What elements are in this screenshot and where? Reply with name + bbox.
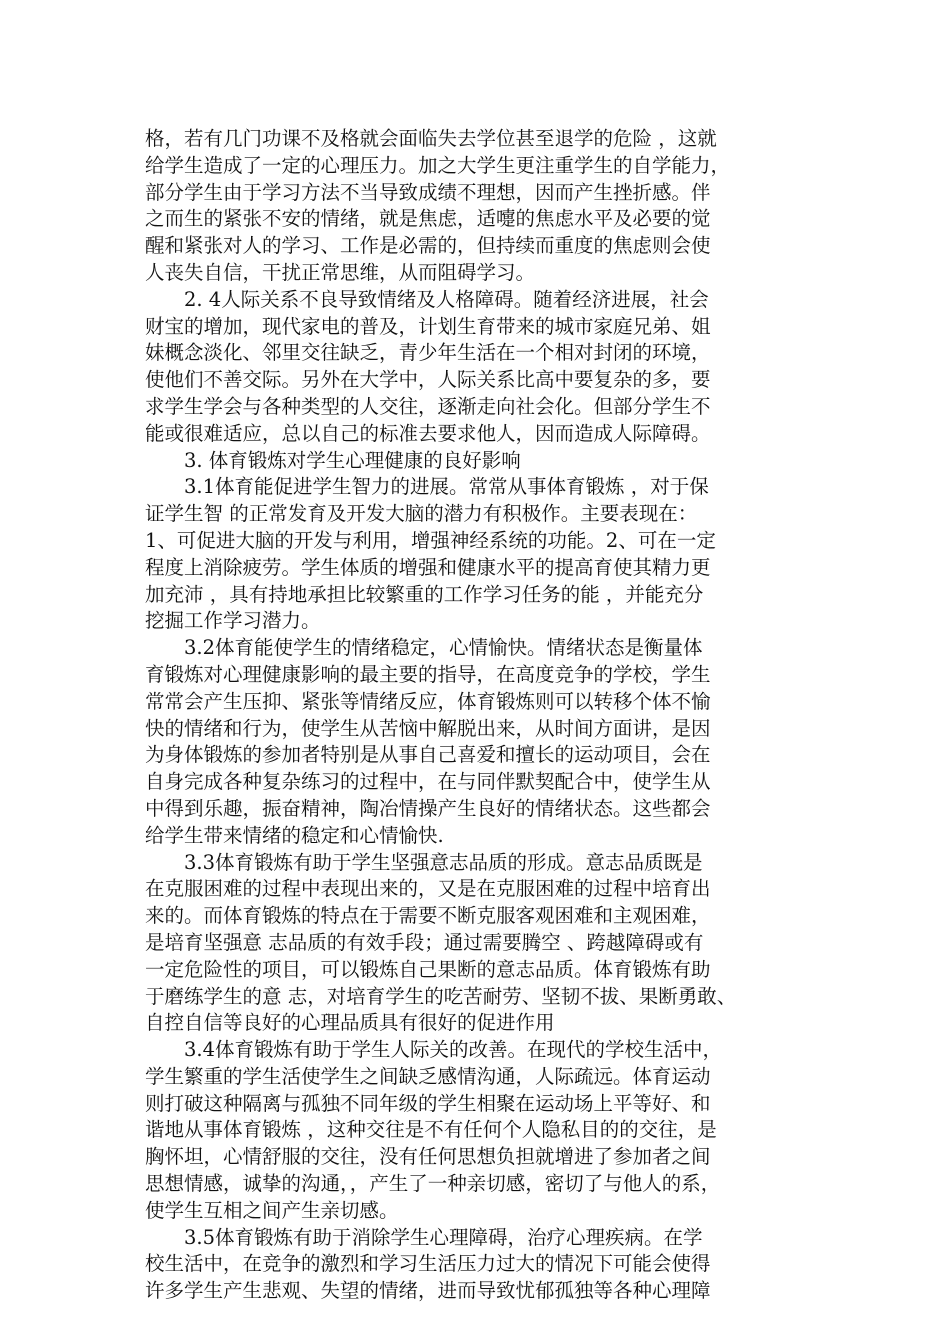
text-line: 人丧失自信，干扰正常思维，从而阻碍学习。 (145, 260, 536, 284)
text-line: 部分学生由于学习方法不当导致成绩不理想，因而产生挫折感。伴 (145, 180, 711, 204)
text-line: 给学生带来情绪的稳定和心情愉快. (145, 823, 444, 847)
text-line: 一定危险性的项目，可以锻炼自己果断的意志品质。体育锻炼有助 (145, 957, 711, 981)
text-line: 给学生造成了一定的心理压力。加之大学生更注重学生的自学能力， (145, 153, 731, 177)
text-line: 育锻炼对心理健康影响的最主要的指导，在高度竞争的学校，学生 (145, 662, 711, 686)
text-line: 自控自信等良好的心理品质具有很好的促进作用 (145, 1011, 555, 1035)
text-line: 加充沛 ，具有持地承担比较繁重的工作学习任务的能 ，并能充分 (145, 582, 704, 606)
text-line: 之而生的紧张不安的情绪，就是焦虑，适嚏的焦虑水平及必要的觉 (145, 207, 711, 231)
text-line: 证学生智 的正常发育及开发大脑的潜力有积极作。主要表现在： (145, 502, 698, 526)
text-line: 思想情感，诚挚的沟通，，产生了一种亲切感，密切了与他人的系， (145, 1172, 721, 1196)
text-line: 谐地从事体育锻炼 ，这种交往是不有任何个人隐私目的的交往，是 (145, 1118, 717, 1142)
paragraph-first-line: 2. 4人际关系不良导致情绪及人格障碍。随着经济进展，社会 (184, 287, 709, 311)
paragraph-first-line: 3.4体育锻炼有助于学生人际关的改善。在现代的学校生活中， (184, 1038, 723, 1062)
text-line: 自身完成各种复杂练习的过程中，在与同伴默契配合中，使学生从 (145, 770, 711, 794)
text-line: 财宝的增加，现代家电的普及，计划生育带来的城市家庭兄弟、姐 (145, 314, 711, 338)
text-line: 使学生互相之间产生亲切感。 (145, 1198, 399, 1222)
text-line: 醒和紧张对人的学习、工作是必需的，但持续而重度的焦虑则会使 (145, 234, 711, 258)
paragraph-first-line: 3.3体育锻炼有助于学生坚强意志品质的形成。意志品质既是 (184, 850, 703, 874)
text-line: 在克服困难的过程中表现出来的，又是在克服困难的过程中培育出 (145, 877, 711, 901)
text-line: 则打破这种隔离与孤独不同年级的学生相聚在运动场上平等好、和 (145, 1091, 711, 1115)
text-line: 求学生学会与各种类型的人交往，逐渐走向社会化。但部分学生不 (145, 394, 711, 418)
paragraph-first-line: 3.2体育能使学生的情绪稳定，心情愉快。情绪状态是衡量体 (184, 636, 703, 660)
text-line: 使他们不善交际。另外在大学中，人际关系比高中要复杂的多，要 (145, 368, 711, 392)
text-line: 妹概念淡化、邻里交往缺乏，青少年生活在一个相对封闭的环境， (145, 341, 711, 365)
text-line: 常常会产生压抑、紧张等情绪反应，体育锻炼则可以转移个体不愉 (145, 689, 711, 713)
text-line: 于磨练学生的意 志，对培育学生的吃苦耐劳、坚韧不拔、果断勇敢、 (145, 984, 737, 1008)
paragraph-first-line: 3.5体育锻炼有助于消除学生心理障碍，治疗心理疾病。在学 (184, 1225, 703, 1249)
text-line: 许多学生产生悲观、失望的情绪，进而导致忧郁孤独等各种心理障 (145, 1279, 711, 1303)
text-line: 程度上消除疲劳。学生体质的增强和健康水平的提高育使其精力更 (145, 555, 711, 579)
text-line: 1、可促进大脑的开发与利用，增强神经系统的功能。2、可在一定 (145, 528, 716, 552)
text-line: 中得到乐趣，振奋精神，陶冶情操产生良好的情绪状态。这些都会 (145, 796, 711, 820)
text-line: 来的。而体育锻炼的特点在于需要不断克服客观困难和主观困难， (145, 904, 711, 928)
paragraph-first-line: 3. 体育锻炼对学生心理健康的良好影响 (184, 448, 521, 472)
text-line: 校生活中，在竞争的激烈和学习生活压力过大的情况下可能会使得 (145, 1252, 711, 1276)
text-line: 是培育坚强意 志品质的有效手段；通过需要腾空 、跨越障碍或有 (145, 930, 704, 954)
text-line: 快的情绪和行为，使学生从苦恼中解脱出来，从时间方面讲，是因 (145, 716, 711, 740)
text-line: 为身体锻炼的参加者特别是从事自己喜爱和擅长的运动项目，会在 (145, 743, 711, 767)
text-line: 格，若有几门功课不及格就会面临失去学位甚至退学的危险 ，这就 (145, 127, 717, 150)
document-body (145, 126, 825, 1305)
text-line: 能或很难适应，总以自己的标准去要求他人，因而造成人际障碍。 (145, 421, 711, 445)
paragraph-first-line: 3.1体育能促进学生智力的进展。常常从事体育锻炼 ，对于保 (184, 475, 709, 499)
text-line: 学生繁重的学生活使学生之间缺乏感情沟通，人际疏远。体育运动 (145, 1064, 711, 1088)
text-line: 胸怀坦，心情舒服的交往，没有任何思想负担就增进了参加者之间 (145, 1145, 711, 1169)
text-line: 挖掘工作学习潜力。 (145, 609, 321, 633)
